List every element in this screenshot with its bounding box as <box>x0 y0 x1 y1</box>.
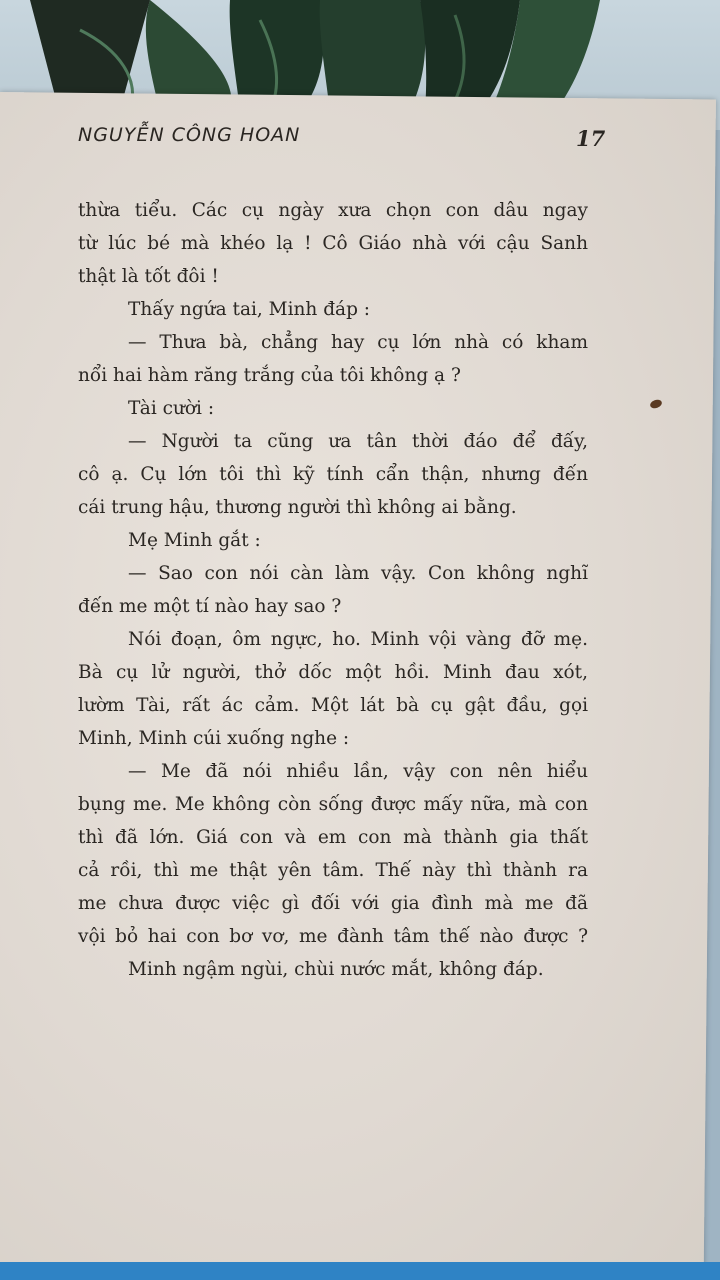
text-line: — Thưa bà, chẳng hay cụ lớn nhà có kham <box>128 332 588 353</box>
page-number: 17 <box>576 126 606 151</box>
text-line: nổi hai hàm răng trắng của tôi không ạ ? <box>78 365 461 386</box>
text-line: lườm Tài, rất ác cảm. Một lát bà cụ gật đầu, gọi <box>78 695 588 716</box>
text-line: cái trung hậu, thương người thì không ai bằng. <box>78 497 517 518</box>
text-line: — Me đã nói nhiều lần, vậy con nên hiểu <box>128 761 588 782</box>
text-line: Bà cụ lử người, thở dốc một hồi. Minh đau xót, <box>78 662 588 683</box>
text-line: thật là tốt đôi ! <box>78 266 219 287</box>
text-line: — Sao con nói càn làm vậy. Con không nghĩ <box>128 563 588 584</box>
page-header <box>78 124 606 160</box>
text-line: — Người ta cũng ưa tân thời đáo để đấy, <box>128 431 588 452</box>
text-line: Nói đoạn, ôm ngực, ho. Minh vội vàng đỡ mẹ. <box>128 629 588 650</box>
text-line: Minh ngậm ngùi, chùi nước mắt, không đáp. <box>128 959 544 980</box>
text-line: me chưa được việc gì đối với gia đình mà me đã <box>78 893 588 914</box>
table-surface <box>0 1262 720 1280</box>
running-head: NGUYỄN CÔNG HOAN <box>78 124 301 146</box>
text-line: cả rồi, thì me thật yên tâm. Thế này thì thành ra <box>78 860 588 881</box>
body-text <box>78 194 588 986</box>
text-line: Tài cười : <box>128 398 215 419</box>
text-line: thì đã lớn. Giá con và em con mà thành gia thất <box>78 827 588 848</box>
text-line: cô ạ. Cụ lớn tôi thì kỹ tính cẩn thận, nhưng đến <box>78 464 588 485</box>
text-line: bụng me. Me không còn sống được mấy nữa, mà con <box>78 794 588 815</box>
text-line: từ lúc bé mà khéo lạ ! Cô Giáo nhà với cậu Sanh <box>78 233 588 254</box>
text-line: thừa tiểu. Các cụ ngày xưa chọn con dâu ngay <box>78 200 588 221</box>
text-line: đến me một tí nào hay sao ? <box>78 596 342 617</box>
text-line: Thấy ngứa tai, Minh đáp : <box>128 299 371 320</box>
text-line: Mẹ Minh gắt : <box>128 530 261 551</box>
text-line: vội bỏ hai con bơ vơ, me đành tâm thế nào được ? <box>78 926 588 947</box>
text-line: Minh, Minh cúi xuống nghe : <box>78 728 350 749</box>
